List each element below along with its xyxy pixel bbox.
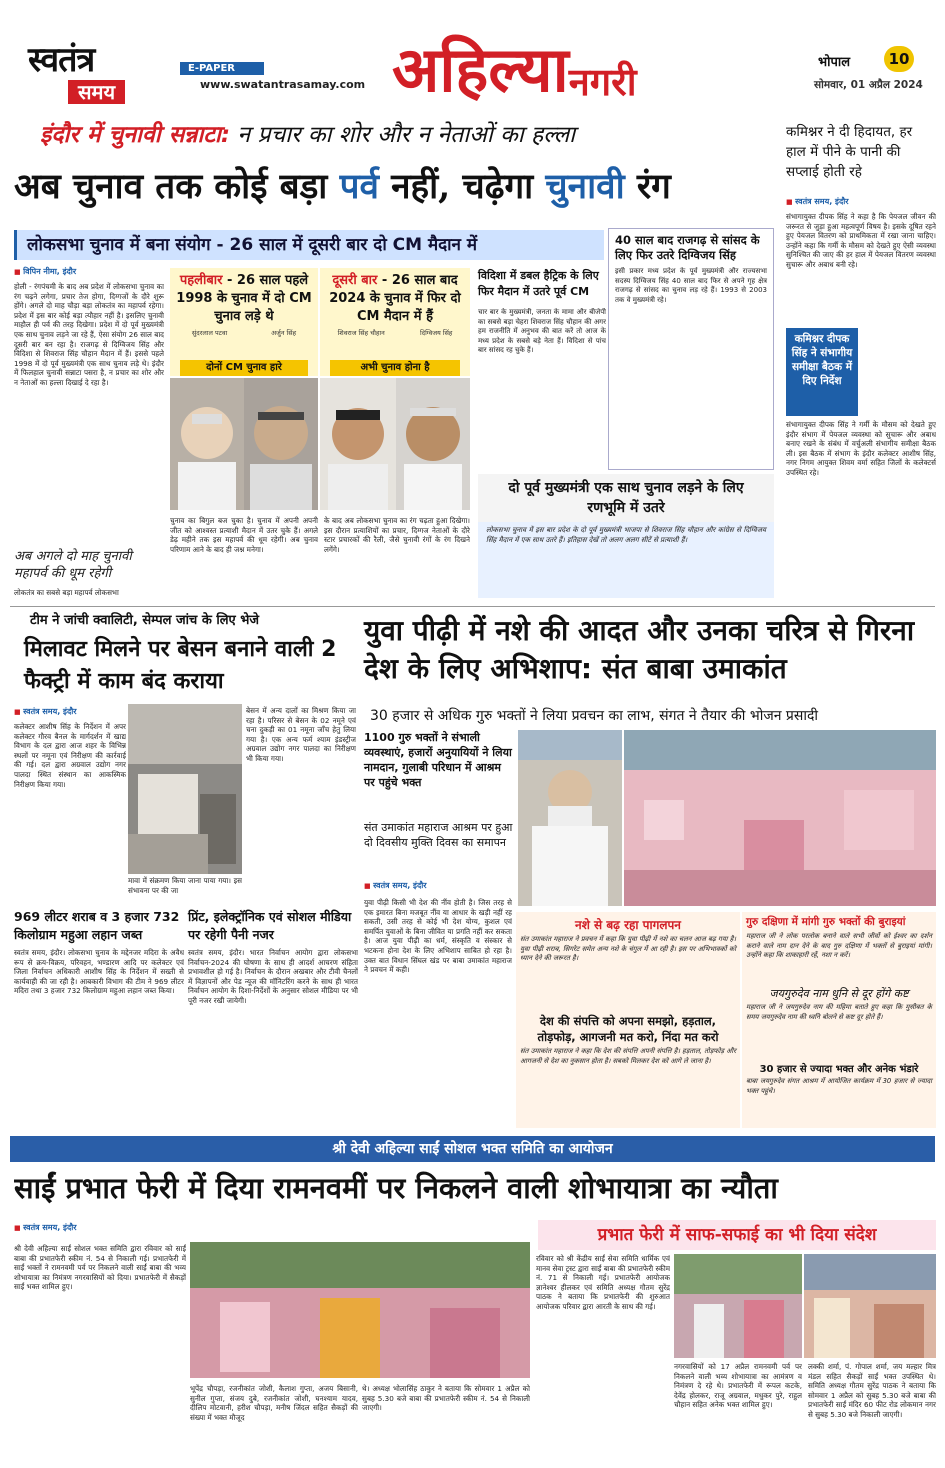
umakant-deck: 30 हजार से अधिक गुरु भक्तों ने लिया प्रवचन का लाभ, संगत ने तैयार की भोजन प्रसादी [370,708,819,724]
epaper-label: E-PAPER [180,62,264,75]
desh-head: देश की संपत्ति को अपना समझो, हड़ताल, तोड़फोड़, आगजनी मत करो, निंदा मत करो [537,1014,719,1044]
prabhat-pheri-photo-1 [190,1242,530,1378]
vidisha-head: विदिशा में डबल हैट्रिक के लिए फिर मैदान में उतरे पूर्व CM [478,269,599,298]
desh-body: संत उमाकांत महाराज ने कहा कि देश की संपत्ति अपनी संपत्ति है। हड़ताल, तोड़फोड़ और आगजनी से देश का नुकसान होता है। सबको मिलकर देश को आगे ले जाना है। [520,1047,736,1065]
lead-subhead: अब अगले दो माह चुनावी महापर्व की धूम रहेगी [14,549,132,581]
headline-blue: पर्व [339,166,379,207]
both-cm-box [478,474,774,598]
sai-body-far: लक्की शर्मा, पं. गोपाल शर्मा, जय मल्हार मित्र मंडल सहित सैकड़ों साईं भक्त उपस्थित थे। समिति अध्यक्ष गौतम सुरेंद्र पाठक ने बताया कि सोमवार 1 अप्रैल को सुबह 5.30 बजे बाबा की प्रभातफेरी साईं मंदिर 60 फीट रोड लोकमान नगर से सुबह 5.30 बजे निकाली जाएगी। [808,1362,936,1419]
sai-subhead: प्रभात फेरी में साफ-सफाई का भी दिया संदेश [538,1220,936,1250]
media-body: स्वतंत्र समय, इंदौर। भारत निर्वाचन आयोग द्वारा लोकसभा निर्वाचन-2024 की घोषणा के साथ ही आदर्श आचरण संहिता प्रभावशील हो गई है। निर्वाचन के दौरान अखबार और टीवी चैनलों में विज्ञापनों और पेड न्यूज की मॉनिटरिंग करने के साथ ही भारत निर्वाचन आयोग के दिशा-निर्देशों के अनुसार सोशल मीडिया पर भी पूरी नजर रखी जायेगी। [188,948,358,1005]
prabhat-pheri-photo-3 [804,1254,936,1358]
umakant-box1: 1100 गुरु भक्तों ने संभाली व्यवस्थाएं, हजारों अनुयायियों ने लिया नामदान, गुलाबी परिधान में आश्रम पर पहुंचे भक्त [364,731,512,789]
lead-body: होली - रंगपंचमी के बाद अब प्रदेश में लोकसभा चुनाव का रंग चढ़ने लगेगा, प्रचार तेज होगा, दिग्गजों के दौरे शुरू होंगे। अगले दो माह चौड़ा बड़ा लोकतंत्र का महापर्व रहेगा। प्रदेश में इस बार कोई बड़ा त्यौहार नहीं है। इसलिए चुनावी माहौल ही पर्व की तरह दिखेगा। प्रदेश में दो पूर्व मुख्यमंत्री एक साथ चुनाव लड़ने जा रहे हैं, ऐसा संयोग 26 साल बाद दूसरी बार बन रहा है। राजगढ़ से दिग्विजय सिंह और विदिशा से शिवराज सिंह चौहान मैदान में हैं। इससे पहले 1998 में दो पूर्व मुख्यमंत्री एक साथ चुनाव लड़े थे। इंदौर में फिलहाल चुनावी सन्नाटा पसरा है, न प्रचार का शोर और न नेताओं का हल्ला दिखाई दे रहा है। [14,282,164,387]
lead-kicker [40,120,780,150]
title-main: अहिल्या [392,33,569,106]
rajgarh-head: 40 साल बाद राजगढ़ से सांसद के लिए फिर उतरे दिग्विजय सिंह [615,233,760,262]
vidisha-body: चार बार के मुख्यमंत्री, जनता के मामा और बीजेपी का सबसे बड़ा चेहरा शिवराज सिंह चौहान की अगर हम राजनीति में अनुभव की बात करें तो आज के मध्य प्रदेश के सबसे बड़े नेता हैं। विदिशा से पांच बार सांसद रह चुके हैं। [478,308,606,355]
swatantra-samay-logo[interactable] [28,42,158,108]
lead-body-col2: चुनाव का बिगुल बज चुका है। चुनाव में अपनी अपनी जीत को आश्वस्त प्रत्याशी मैदान में उतर चुके हैं। अगले डेढ़ महीने तक इस महापर्व की धूम रहेगी। अब चुनाव परिणाम आने के बाद ही जश्न मनेगा। [170,516,318,554]
jay-body: महाराज जी ने जयगुरुदेव नाम की महिमा बताते हुए कहा कि मुसीबत के समय जयगुरुदेव नाम की ध्वनि बोलने से कष्ट दूर होते हैं। [746,1003,932,1021]
commissioner-box: कमिश्नर दीपक सिंह ने संभागीय समीक्षा बैठक में दिए निर्देश [786,328,858,416]
page-title [392,32,637,112]
umakant-body: युवा पीढ़ी किसी भी देश की नींव होती है। जिस तरह से एक इमारत बिना मजबूत नींव या आधार के खड़ी नहीं रह सकती, उसी तरह से कोई भी देश योग्य, कुशल एवं समर्पित युवाओं के बिना जीवित या प्रगति नहीं कर सकता है। आज युवा पीढ़ी का धर्म, संस्कृति व संस्कार से भटकना होना देश के लिए अभिशाप साबित हो रहा है। उक्त बात विधान सिंघल खंड पर बाबा उमाकांत महाराज ने प्रवचन में कही। [364,898,512,975]
lead-headline [14,162,784,212]
liquor-body: स्वतंत्र समय, इंदौर। लोकसभा चुनाव के मद्देनजर मदिरा के अवैध रूप से क्रय-विक्रय, परिवहन, भण्डारण आदि पर कलेक्टर एवं जिला निर्वाचन अधिकारी आशीष सिंह के निर्देशन में सख्ती से कार्यवाही की जा रही है। आबकारी विभाग की टीम ने 969 लीटर मदिरा तथा 3 हजार 732 किलोग्राम महुआ लहान जब्त किया। [14,948,184,996]
masthead [0,0,945,118]
adulteration-body-right: बेसन में अन्य दालों का मिश्रण किया जा रहा है। परिसर से बेसन के 02 नमूने एवं चना दुकड़ी का 01 नमूना जाँच हेतु लिया गया है। एक अन्य फर्म श्याम इंडस्ट्रीज अग्रवाल उद्योग नगर पालदा का निरीक्षण भी किया गया। [246,706,356,763]
lead-bar: लोकसभा चुनाव में बना संयोग - 26 साल में दूसरी बार दो CM मैदान में [14,230,604,260]
umakant-head: युवा पीढ़ी में नशे की आदत और उनका चरित्र से गिरना देश के लिए अभिशाप: संत बाबा उमाकांत [364,614,915,685]
lead-kicker-red: इंदौर में चुनावी सन्नाटा: [40,122,231,148]
headline-part: अब चुनाव तक कोई बड़ा [14,166,340,207]
sai-body-right: नगरवासियों को 17 अप्रैल रामनवमी पर्व पर निकलने वाली भव्य शोभायात्रा का आमंत्रण व निमंत्रण दे रहे थे। प्रभातफेरी में रूपल कटके, देवेंद्र होलकर, राजू अग्रवाल, मधुकर पुरे, राहुल चौहान सहित अनेक भक्त शामिल हुए। [674,1362,802,1410]
page-number: 10 [884,46,914,72]
portrait-digvijay-singh [396,378,470,510]
sai-photo-caption: भूपेंद्र चौपड़ा, रजनीकांत जोशी, कैलाश गुप्ता, अजय बिसानी, सुनील गुप्ता, संजय दुबे, रजनीकांत जोशी, घनश्याम यादव, दीलिप मोटवानी, हरीश चौपड़ा, मनीष जिंदल सहित सैकड़ों की संख्या में भक्त मौजूद [190,1384,358,1422]
issue-date: सोमवार, 01 अप्रैल 2024 [814,79,923,91]
portrait-arjun-singh [244,378,318,510]
bhandare-body: बाबा जयगुरुदेव संगत आश्रम में आयोजित कार्यक्रम में 30 हजार से ज्यादा भक्त पहुंचे। [746,1077,932,1095]
nasha-body: संत उमाकांत महाराज ने प्रवचन में कहा कि युवा पीढ़ी में नशे का चलन आज बढ़ गया है। युवा पीढ़ी शराब, सिगरेट समेत अन्य नशे के चंगुल में आ रही है। इस पर अभिभावकों को ध्यान देने की जरूरत है। [520,935,736,963]
portrait-shivraj-singh [320,378,396,510]
headline-blue: चुनावी [545,166,625,207]
bhandare-head: 30 हजार से ज्यादा भक्त और अनेक भंडारे [759,1064,919,1075]
rajgarh-body: इसी प्रकार मध्य प्रदेश के पूर्व मुख्यमंत्री और राज्यसभा सदस्य दिग्विजय सिंह 40 साल बाद फिर से अपने गृह क्षेत्र राजगढ़ से सांसद का चुनाव लड़ रहे हैं। 1993 से 2003 तक वे मुख्यमंत्री रहे। [615,267,767,304]
first-time-tag: दोनों CM चुनाव हारे [180,360,308,376]
second-time-head [320,268,470,326]
rajgarh-box [608,228,774,470]
sai-head: साईं प्रभात फेरी में दिया रामनवमीं पर निकलने वाली शोभायात्रा का न्यौता [14,1171,778,1205]
both-cm-head: दो पूर्व मुख्यमंत्री एक साथ चुनाव लड़ने के लिए रणभूमि में उतरे [478,474,774,522]
crowd-photo [624,730,936,906]
umakant-box2: संत उमाकांत महाराज आश्रम पर हुआ दो दिवसीय मुक्ति दिवस का समापन [364,821,513,849]
first-time-head [170,268,318,326]
saint-photo [518,730,622,906]
portrait-sunderlal-patwa [170,378,244,510]
first-time-kicker: पहलीबार [179,273,223,288]
photo-name: शिवराज सिंह चौहान [337,329,385,337]
photo-name: सुंदरलाल पटवा [191,329,228,337]
city-label: भोपाल [818,55,851,70]
lead-tail: लोकतंत्र का सबसे बड़ा महापर्व लोकसभा [14,588,119,597]
second-time-text: - 26 साल बाद 2024 के चुनाव में फिर दो CM मैदान में हैं [329,273,461,324]
sai-photo-caption-2: थे। अध्यक्ष भोलासिंह ठाकुर ने बताया कि सोमवार 1 अप्रैल को सुबह 5.30 बजे बाबा की प्रभातफेरी स्कीम नं. 54 से निकाली जाएगी। [362,1384,530,1413]
headline-part: रंग [624,166,671,207]
factory-photo [128,704,242,874]
prabhat-pheri-photo-2 [674,1254,802,1358]
lead-kicker-black: न प्रचार का शोर और न नेताओं का हल्ला [237,122,576,148]
guru-box [742,912,936,1128]
first-time-text: - 26 साल पहले 1998 के चुनाव में दो CM चुनाव लड़े थे [176,273,312,324]
adulteration-byline: ■ स्वतंत्र समय, इंदौर [14,706,77,717]
logo-line1: स्वतंत्र [28,40,95,80]
adulteration-head: मिलावट मिलने पर बेसन बनाने वाली 2 फैक्ट्री में काम बंद कराया [24,637,337,694]
guru-body: महाराज जी ने लोक परलोक बनाने वाले सभी जीवों को ईश्वर का दर्शन कराने वाले नाम दान देने के बाद गुरु दक्षिणा में भक्तों से बुराइयां मांगी। उन्होंने कहा कि शाकाहारी रहें, नशा न करें। [746,932,932,960]
commissioner-head: कमिश्नर ने दी हिदायत, हर हाल में पीने के पानी की सप्लाई होती रहे [786,124,913,180]
both-cm-body: लोकसभा चुनाव में इस बार प्रदेश के दो पूर्व मुख्यमंत्री भाजपा से शिवराज सिंह चौहान और कांग्रेस से दिग्विजय सिंह मैदान में एक साथ उतरे हैं। इतिहास देखें तो अलग अलग सीटें से प्रत्याशी हैं। [486,526,766,544]
umakant-byline: ■ स्वतंत्र समय, इंदौर [364,880,427,891]
commissioner-body2: संभागायुक्त दीपक सिंह ने गर्मी के मौसम को देखते हुए इंदौर संभाग में पेयजल व्यवस्था को सुचारू और अबाध बनाए रखने के संबंध में वर्चुअली संभागीय समीक्षा बैठक ली। इस बैठक में संभाग के इंदौर कलेक्टर आशीष सिंह, नगर निगम आयुक्त शिवम वर्मा सहित जिलों के कलेक्टर्स उपस्थित रहे। [786,420,936,477]
media-head: प्रिंट, इलेक्ट्रॉनिक एवं सोशल मीडिया पर रहेगी पैनी नजर [188,909,352,942]
sai-banner: श्री देवी अहिल्या साईं सोशल भक्त समिति का आयोजन [10,1136,935,1162]
photo-name: अर्जुन सिंह [271,329,297,337]
commissioner-byline: ■ स्वतंत्र समय, इंदौर [786,196,849,207]
nasha-box [516,912,740,1128]
factory-caption: मावा में संक्रमण किया जाना पाया गया। इस संभावना पर की जा [128,876,242,895]
adulteration-kicker: टीम ने जांची क्वालिटी, सेम्पल जांच के लिए भेजे [30,613,260,628]
headline-part: नहीं, चढ़ेगा [378,166,546,207]
nasha-head: नशे से बढ़ रहा पागलपन [575,918,681,932]
adulteration-body-left: कलेक्टर आशीष सिंह के निर्देशन में अपर कलेक्टर गौरव बैनल के मार्गदर्शन में खाद्य विभाग के दल द्वारा आज शहर के विभिन्न स्थलों पर नमूना एवं निरीक्षण की कार्रवाई की गई। दल द्वारा अग्रवाल उद्योग नगर पालदा स्थित संस्थान का आकस्मिक निरीक्षण किया गया। [14,722,126,789]
jay-head: जयगुरुदेव नाम धुनि से दूर होंगे कष्ट [769,987,909,1000]
lead-byline: ■ विपिन नीमा, इंदौर [14,266,76,277]
guru-head: गुरु दक्षिणा में मांगी गुरु भक्तों की बुराइयां [746,916,906,928]
website-url[interactable]: www.swatantrasamay.com [200,78,366,91]
title-sub: नगरी [568,59,637,104]
second-time-tag: अभी चुनाव होना है [330,360,460,376]
divider [10,606,935,607]
commissioner-body1: संभागायुक्त दीपक सिंह ने कहा है कि पेयजल जीवन की जरूरत से जुड़ा हुआ महत्वपूर्ण विषय है। इसके दूषित रहने हुए पेयजल वितरण को प्राथमिकता में रखा जाना चाहिए। उन्होंने कहा कि गर्मी के मौसम को देखते हुए ऐसी व्यवस्था सुनिश्चित की जाए की हर हाल में पेयजल वितरण व्यवस्था सुचारू और अबाध बनी रहे। [786,212,936,269]
sai-byline: ■ स्वतंत्र समय, इंदौर [14,1222,77,1233]
photo-name: दिग्विजय सिंह [419,329,453,337]
sai-body-left: श्री देवी अहिल्या साईं सोशल भक्त समिति द्वारा रविवार को साईं बाबा की प्रभातफेरी स्कीम नं. 54 से निकाली गई। प्रभातफेरी में साईं भक्तों ने रामनवमी पर्व पर निकलने वाली साईं बाबा की भव्य शोभायात्रा का निमंत्रण नगरवासियों को दिया। प्रभातफेरी में सैकड़ों साईं भक्त शामिल हुए। [14,1244,186,1292]
logo-line2: समय [68,80,125,104]
sai-body-mid: रविवार को श्री केंद्रीय साईं सेवा समिति धार्मिक एवं मानव सेवा ट्रस्ट द्वारा साईं बाबा की प्रभातफेरी स्कीम नं. 71 से निकाली गई। प्रभातफेरी आयोजक ज्ञानेश्वर हीलकर एवं समिति अध्यक्ष गौतम सुरेंद्र पाठक ने बताया कि प्रभातफेरी की शुरुआत आयोजक परिवार द्वारा आरती के साथ की गई। [536,1254,670,1311]
liquor-head: 969 लीटर शराब व 3 हजार 732 किलोग्राम महुआ लहान जब्त [14,909,180,942]
second-time-kicker: दूसरी बार [332,273,378,288]
lead-body-col3: के बाद अब लोकसभा चुनाव का रंग चढ़ता हुआ दिखेगा। इस दौरान प्रत्याशियों का प्रचार, दिग्गज नेताओं के दौरे स्टार प्रचारकों की रैली, जैसे चुनावी रंगों के रंग दिखने लगेंगे। [324,516,470,554]
